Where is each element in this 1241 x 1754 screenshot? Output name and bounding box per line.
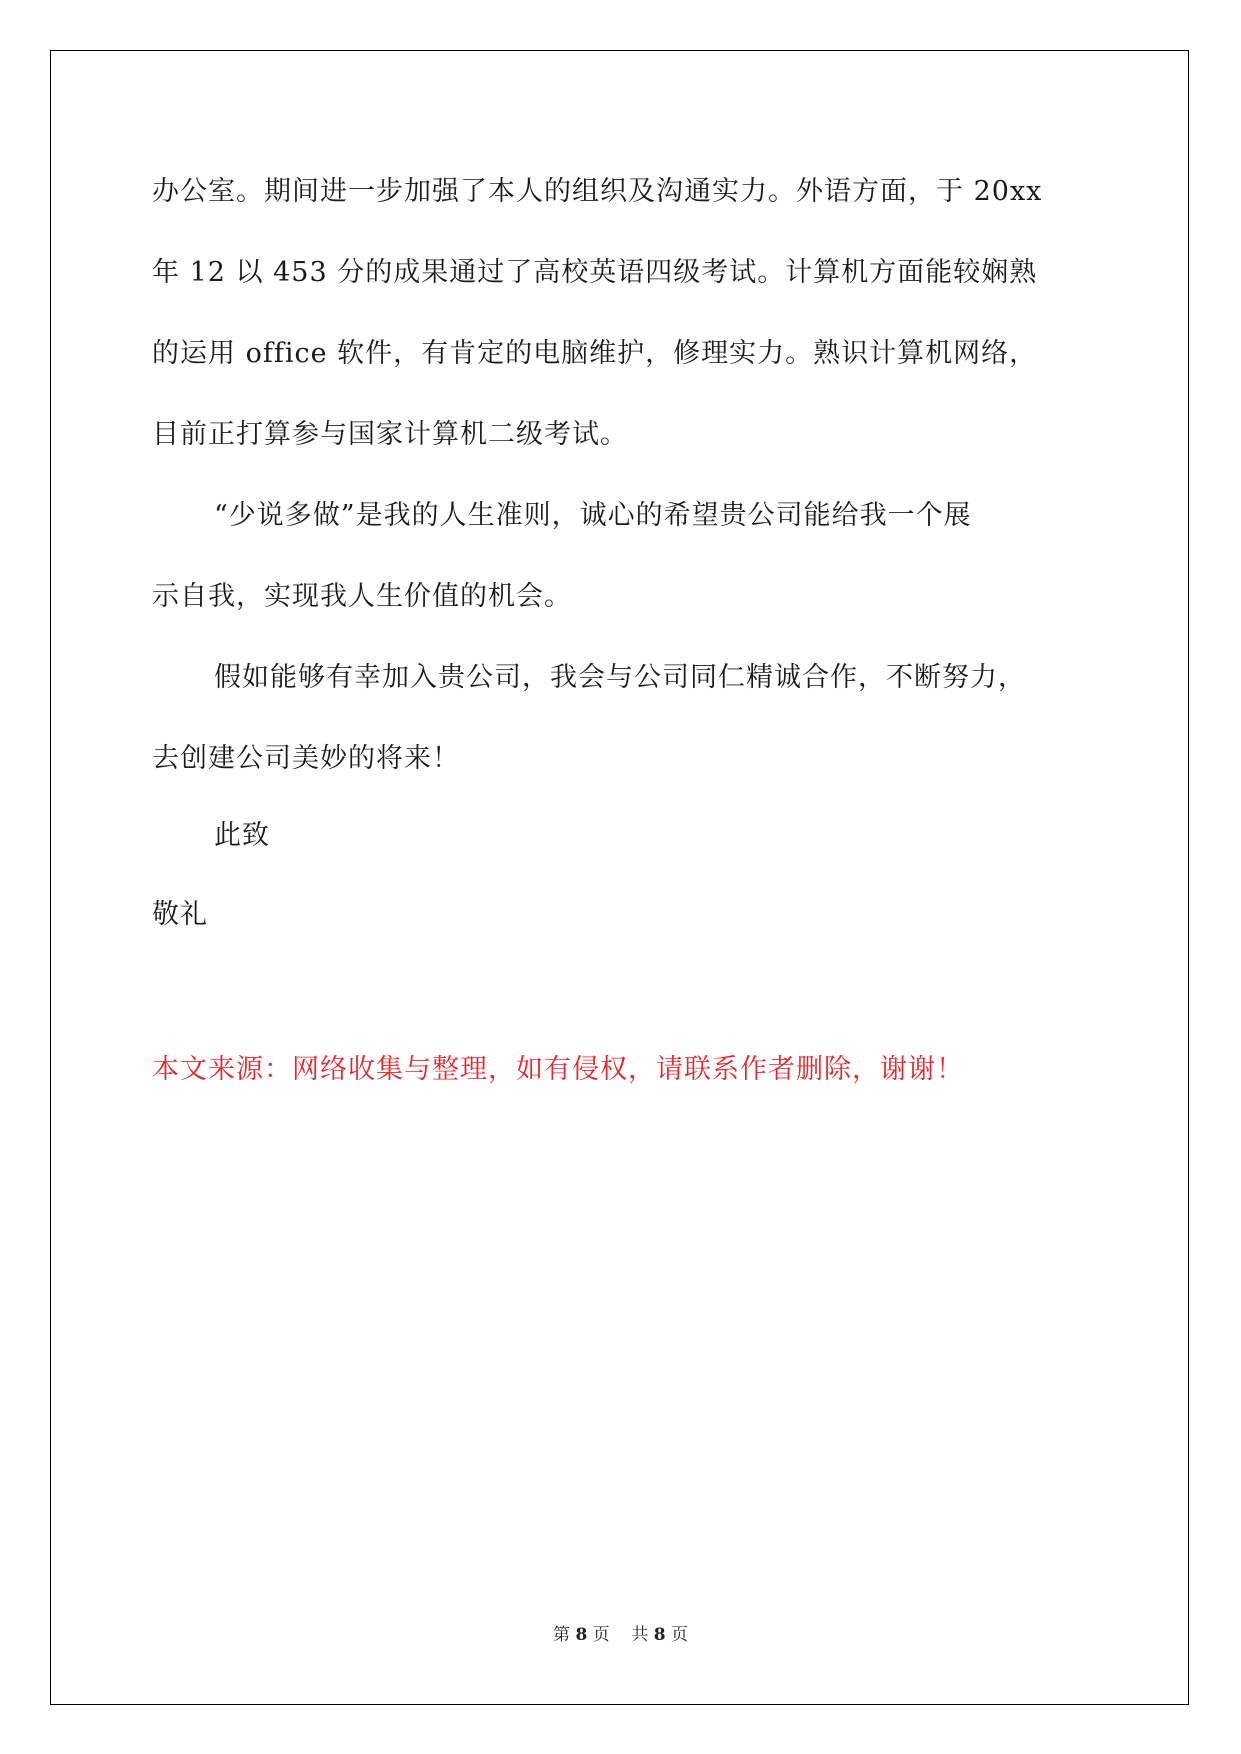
closing-salutation: 此致 [214,820,270,851]
body-line: 示自我，实现我人生价值的机会。 [152,581,572,612]
body-line: 目前正打算参与国家计算机二级考试。 [152,419,628,450]
page-prefix: 第 [553,1625,571,1645]
total-suffix: 页 [670,1625,688,1645]
page-border [50,50,1189,1705]
closing-regards: 敬礼 [152,899,208,930]
body-line: 年 12 以 453 分的成果通过了高校英语四级考试。计算机方面能较娴熟 [152,257,1038,288]
body-line: 办公室。期间进一步加强了本人的组织及沟通实力。外语方面，于 20xx [152,176,1043,207]
page-footer [0,1620,1241,1645]
body-line: 去创建公司美妙的将来！ [152,743,460,774]
source-note: 本文来源：网络收集与整理，如有侵权，请联系作者删除，谢谢！ [152,1054,964,1085]
body-line: 假如能够有幸加入贵公司，我会与公司同仁精诚合作，不断努力， [214,662,1026,693]
body-line: 的运用 office 软件，有肯定的电脑维护，修理实力。熟识计算机网络， [152,338,1038,369]
page-total: 8 [653,1625,666,1645]
page-suffix: 页 [592,1625,610,1645]
page-current: 8 [575,1625,588,1645]
body-line: “少说多做”是我的人生准则，诚心的希望贵公司能给我一个展 [214,500,972,531]
total-prefix: 共 [631,1625,649,1645]
